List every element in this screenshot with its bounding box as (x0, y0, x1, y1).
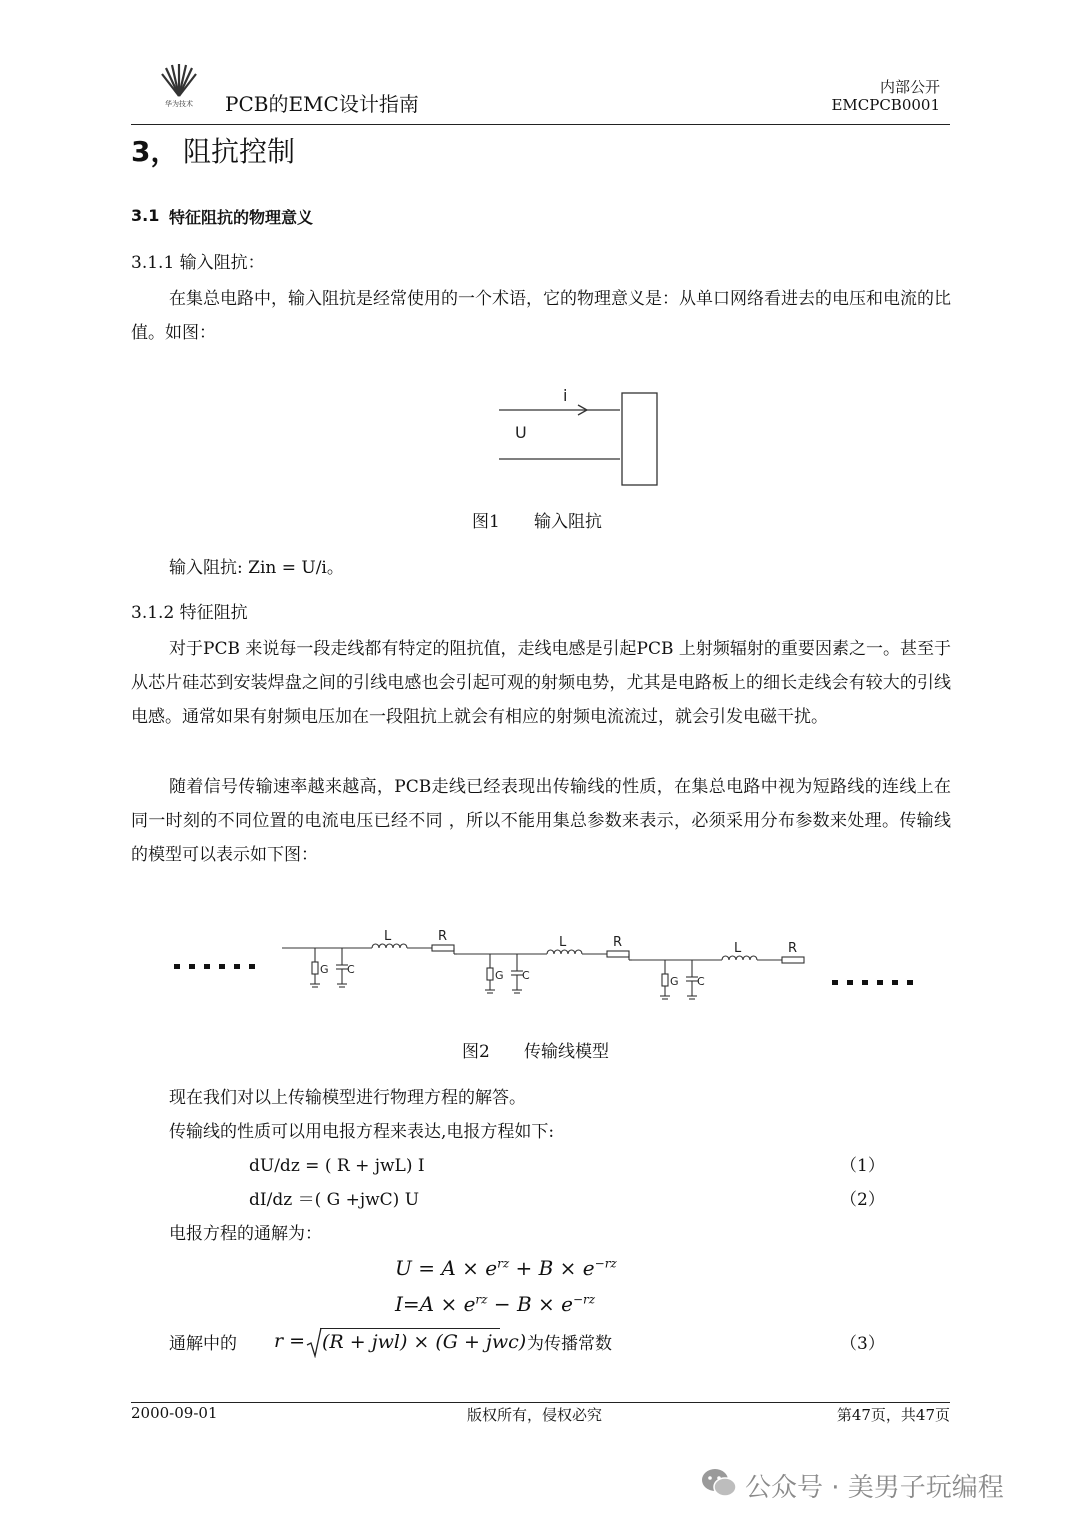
label-l: L (734, 941, 742, 956)
figure-transmission-line-model (165, 920, 935, 1010)
label-g: G (670, 975, 679, 988)
figure1-caption-text: 输入阻抗 (534, 512, 602, 532)
equation-2: dI/dz ＝( G +jwC) U (249, 1190, 420, 1210)
label-c: C (522, 969, 530, 982)
classification-label: 内部公开 (879, 78, 940, 96)
equation-3-number: （3） (840, 1334, 885, 1354)
impedance-formula: 输入阻抗: Zin = U/i。 (169, 558, 344, 578)
label-g: G (320, 963, 329, 976)
watermark-text: 公众号 · 美男子玩编程 (745, 1473, 1004, 1503)
doc-code: EMCPCB0001 (831, 96, 940, 114)
label-c: C (697, 975, 705, 988)
chapter-title: 阻抗控制 (183, 135, 296, 168)
label-l: L (559, 935, 567, 950)
solution-i: $I=A \times e^{rz} - B \times e^{-rz}$ (395, 1292, 596, 1316)
conductance-g (312, 962, 318, 974)
conductance-g (487, 968, 493, 980)
label-g: G (495, 969, 504, 982)
voltage-label: U (515, 423, 527, 442)
label-l: L (384, 929, 392, 944)
sqrt-sign-icon (306, 1326, 322, 1358)
propagation-prefix: 通解中的 (169, 1334, 237, 1354)
logo-text: 华为技术 (165, 100, 193, 108)
solution-u: $U = A \times e^{rz} + B \times e^{-rz}$ (395, 1256, 617, 1280)
paragraph: 对于PCB 来说每一段走线都有特定的阻抗值，走线电感是引起PCB 上射频辐射的重要因素之一。甚至于从芯片硅芯到安装焊盘之间的引线电感也会引起可观的射频电势，尤其是电路板上的细长走线会有较大的引线电感。通常如果有射频电压加在一段阻抗上就会有相应的射频电流流过，就会引发电磁干扰。 (131, 639, 951, 727)
equation-1-number: （1） (840, 1156, 885, 1176)
subsection-heading: 3.1.1 输入阻抗： (131, 253, 265, 273)
doc-title: PCB的EMC设计指南 (225, 92, 419, 116)
paragraph: 传输线的性质可以用电报方程来表达,电报方程如下: (169, 1122, 555, 1142)
figure1-caption-number: 图1 (472, 512, 500, 532)
current-label: i (563, 386, 568, 405)
paragraph: 现在我们对以上传输模型进行物理方程的解答。 (169, 1088, 526, 1108)
label-r: R (438, 929, 448, 944)
propagation-radicand: (R + jwl) × (G + jwc) (322, 1331, 527, 1353)
huawei-logo (152, 62, 206, 108)
figure-input-impedance (490, 380, 670, 492)
figure2-caption-number: 图2 (462, 1042, 490, 1062)
chapter-number: 3， (131, 135, 179, 168)
inductor-l (547, 950, 582, 954)
resistor-r (432, 945, 454, 951)
footer-copyright: 版权所有，侵权必究 (467, 1406, 603, 1424)
header-divider (131, 124, 950, 125)
label-c: C (347, 963, 355, 976)
propagation-lhs: r = (274, 1330, 306, 1352)
resistor-r (782, 957, 804, 963)
inductor-l (722, 956, 757, 960)
section-number: 3.1 (131, 206, 160, 225)
footer-divider (131, 1402, 950, 1403)
propagation-suffix: 为传播常数 (527, 1334, 612, 1354)
general-solution-intro: 电报方程的通解为： (169, 1224, 322, 1244)
label-r: R (613, 935, 623, 950)
footer-date: 2000-09-01 (131, 1404, 218, 1422)
label-r: R (788, 941, 798, 956)
equation-1: dU/dz = ( R + jwL) I (249, 1156, 425, 1176)
figure2-caption-text: 传输线模型 (524, 1042, 609, 1062)
paragraph: 随着信号传输速率越来越高，PCB走线已经表现出传输线的性质，在集总电路中视为短路线的连线上在同一时刻的不同位置的电流电压已经不同 ，所以不能用集总参数来表示，必须采用分布参数来处理。传输线的模型可以表示如下图： (131, 777, 951, 865)
conductance-g (662, 974, 668, 986)
inductor-l (372, 944, 407, 948)
sqrt-bar (320, 1328, 500, 1329)
paragraph: 在集总电路中，输入阻抗是经常使用的一个术语，它的物理意义是：从单口网络看进去的电压和电流的比值。如图： (131, 289, 951, 343)
subsection-heading: 3.1.2 特征阻抗 (131, 603, 248, 623)
footer-page-number: 第47页，共47页 (836, 1406, 950, 1424)
network-box (622, 393, 657, 485)
resistor-r (607, 951, 629, 957)
wechat-icon (700, 1466, 738, 1500)
section-title: 特征阻抗的物理意义 (169, 208, 314, 227)
equation-2-number: （2） (840, 1190, 885, 1210)
